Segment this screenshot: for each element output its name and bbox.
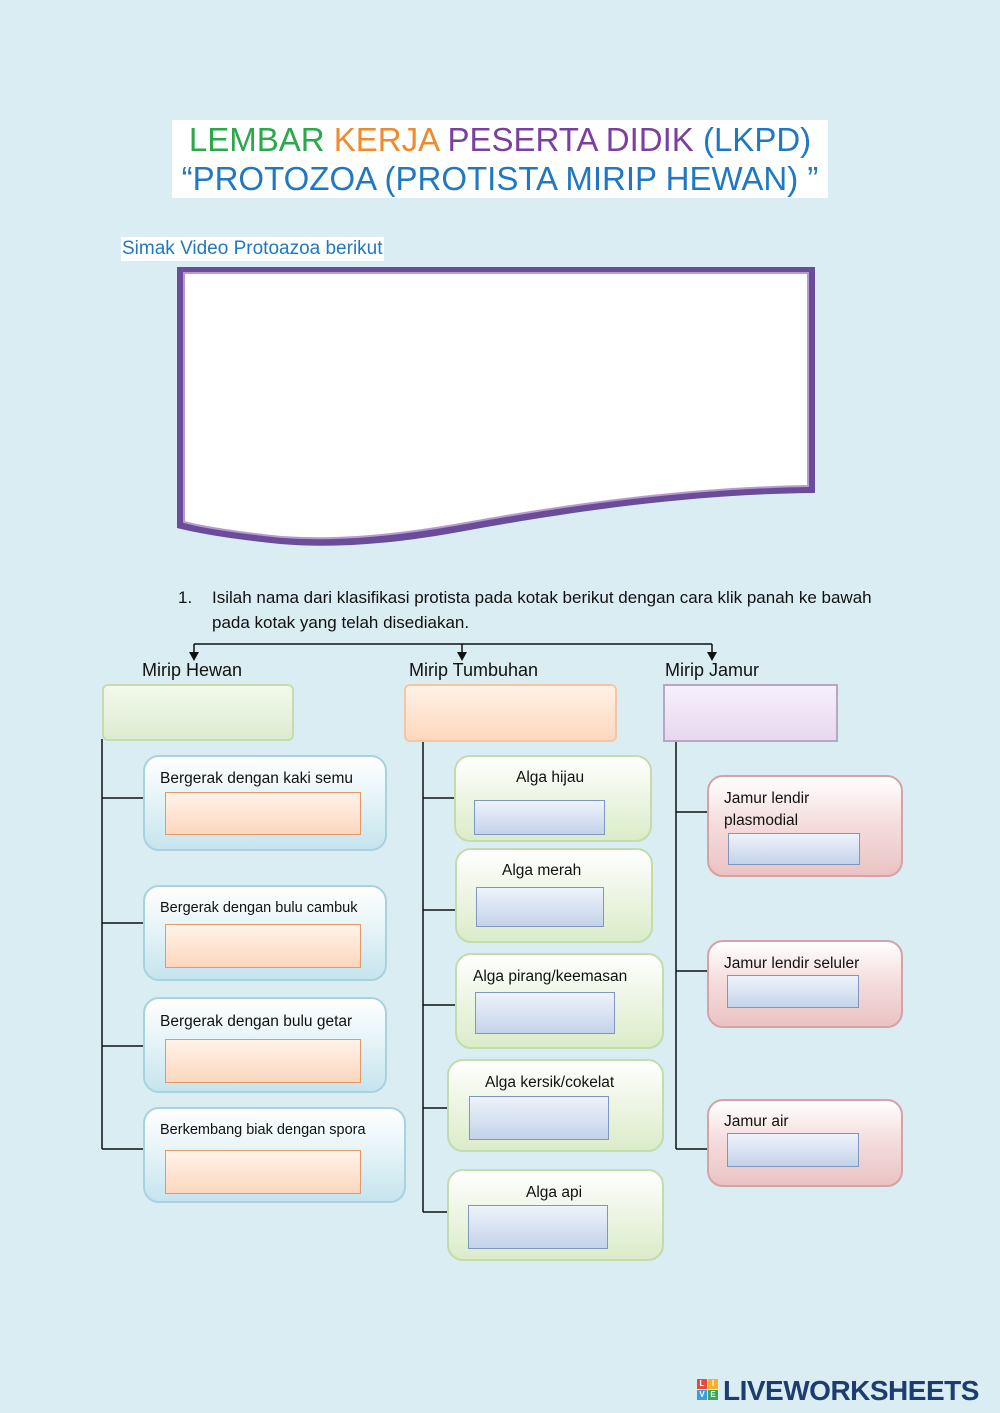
card-tumbuhan-4 <box>447 1059 664 1152</box>
logo-icon-letter-e: E <box>708 1390 718 1400</box>
logo-icon-letter-v: V <box>697 1390 707 1400</box>
answer-dropdown-jamur-2[interactable] <box>727 975 859 1008</box>
card-tumbuhan-5 <box>447 1169 664 1261</box>
card-tumbuhan-2 <box>455 848 653 943</box>
card-tumbuhan-5-label: Alga api <box>526 1184 583 1201</box>
category-dropdown-hewan[interactable] <box>102 684 294 741</box>
card-hewan-1-label: Bergerak dengan kaki semu <box>160 770 354 787</box>
card-hewan-4 <box>143 1107 406 1203</box>
answer-dropdown-hewan-2[interactable] <box>165 924 361 968</box>
logo-icon-letter-l: L <box>697 1379 707 1389</box>
title-part-peserta-didik: PESERTA DIDIK <box>447 121 703 158</box>
answer-dropdown-tumbuhan-5[interactable] <box>468 1205 608 1249</box>
title-part-lkpd: (LKPD) <box>702 121 812 158</box>
card-tumbuhan-3-label: Alga pirang/keemasan <box>473 968 628 985</box>
liveworksheets-logo-icon <box>697 1379 719 1401</box>
card-tumbuhan-2-label: Alga merah <box>502 862 582 879</box>
answer-dropdown-jamur-3[interactable] <box>727 1133 859 1167</box>
card-hewan-2-label: Bergerak dengan bulu cambuk <box>160 900 358 916</box>
instruction-text: Isilah nama dari klasifikasi protista pada kotak berikut dengan cara klik panah ke bawah pada kotak yang telah disediakan. <box>212 588 872 632</box>
card-hewan-3-label: Bergerak dengan bulu getar <box>160 1013 353 1030</box>
category-label-tumbuhan: Mirip Tumbuhan <box>409 660 539 680</box>
category-label-jamur: Mirip Jamur <box>665 660 760 680</box>
card-tumbuhan-3 <box>455 953 664 1049</box>
logo-icon-letter-i: I <box>708 1379 718 1389</box>
answer-dropdown-jamur-1[interactable] <box>728 833 860 865</box>
card-jamur-3-label: Jamur air <box>724 1113 789 1130</box>
card-jamur-1 <box>707 775 903 877</box>
card-hewan-1 <box>143 755 387 851</box>
worksheet-title-line2: “PROTOZOA (PROTISTA MIRIP HEWAN) ” <box>181 160 819 197</box>
category-label-hewan: Mirip Hewan <box>142 660 243 680</box>
card-jamur-1-label: Jamur lendir plasmodial <box>724 790 810 829</box>
answer-dropdown-hewan-3[interactable] <box>165 1039 361 1083</box>
video-instruction-label: Simak Video Protoazoa berikut <box>122 238 383 259</box>
card-tumbuhan-1-label: Alga hijau <box>516 769 585 786</box>
card-tumbuhan-1 <box>454 755 652 842</box>
answer-dropdown-tumbuhan-1[interactable] <box>474 800 605 835</box>
answer-dropdown-hewan-1[interactable] <box>165 792 361 835</box>
answer-dropdown-tumbuhan-2[interactable] <box>476 887 604 927</box>
title-part-kerja: KERJA <box>333 121 448 158</box>
category-dropdown-jamur[interactable] <box>663 684 838 742</box>
liveworksheets-logo-text: LIVEWORKSHEETS <box>723 1375 979 1406</box>
card-jamur-3 <box>707 1099 903 1187</box>
answer-dropdown-hewan-4[interactable] <box>165 1150 361 1194</box>
card-hewan-3 <box>143 997 387 1093</box>
category-dropdown-tumbuhan[interactable] <box>404 684 617 742</box>
card-jamur-2-label: Jamur lendir seluler <box>724 955 860 972</box>
answer-dropdown-tumbuhan-4[interactable] <box>469 1096 609 1140</box>
card-jamur-2 <box>707 940 903 1028</box>
card-hewan-2 <box>143 885 387 981</box>
card-hewan-4-label: Berkembang biak dengan spora <box>160 1122 366 1138</box>
card-tumbuhan-4-label: Alga kersik/cokelat <box>485 1074 615 1091</box>
answer-dropdown-tumbuhan-3[interactable] <box>475 992 615 1034</box>
instruction-number: 1. <box>178 588 193 607</box>
title-part-lembar: LEMBAR <box>188 121 334 158</box>
